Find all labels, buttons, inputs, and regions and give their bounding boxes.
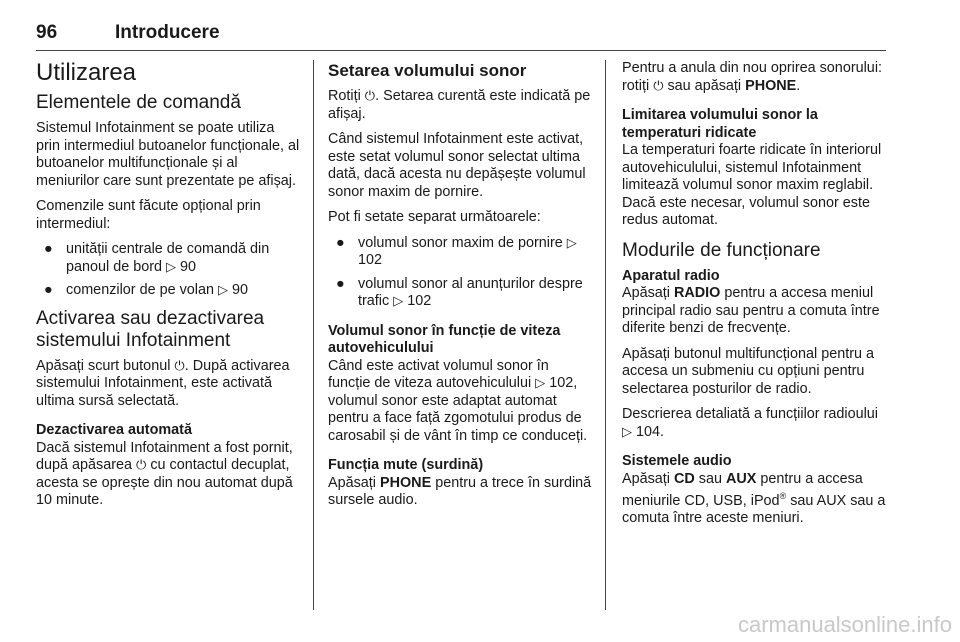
phone-key-label: PHONE: [380, 474, 432, 491]
bullet-icon: ●: [336, 275, 345, 292]
list-item: ● comenzilor de pe volan ▷ 90: [44, 282, 249, 298]
column-divider-2: [605, 60, 606, 610]
page-ref-icon: ▷: [535, 376, 546, 391]
multifunction-paragraph: Apăsați butonul multifuncțional pentru a accesa un submeniu cu opțiuni pentru selectarea posturilor de radio.: [622, 345, 874, 397]
cd-key-label: CD: [674, 470, 695, 487]
page-reference[interactable]: 102: [358, 252, 383, 268]
column-1: [36, 60, 300, 518]
aux-key-label: AUX: [726, 470, 757, 487]
power-knob-icon: ⏻: [364, 89, 376, 104]
audio-systems-heading: Sistemele audio: [622, 453, 732, 469]
list-item: ● volumul sonor al anunțurilor despre trafic ▷ 102: [336, 275, 583, 309]
page-reference[interactable]: 102: [407, 293, 432, 309]
controls-heading: Elementele de comandă: [36, 92, 241, 113]
page-number: 96: [36, 22, 58, 43]
radio-heading: Aparatul radio: [622, 267, 720, 284]
bullet-icon: ●: [44, 241, 53, 257]
chapter-title: Introducere: [115, 22, 220, 43]
column-2: [328, 60, 592, 518]
page-ref-icon: ▷: [622, 424, 632, 440]
page-header: [36, 22, 886, 50]
modes-heading: Modurile de funcționare: [622, 239, 821, 261]
column-3: [622, 60, 886, 536]
power-knob-icon: ⏻: [653, 78, 664, 94]
controls-paragraph: Sistemul Infotainment se poate utiliza prin intermediul butoanelor funcționale, al butoanelor multifuncționale și al meniurilor care sunt prezentate pe afișaj.: [36, 120, 300, 189]
section-title: Utilizarea: [36, 59, 137, 86]
activation-paragraph: Apăsați scurt butonul ⏻. După activarea sistemului Infotainment, este activată ultima sursă selectată.: [36, 357, 290, 409]
radio-paragraph: Apăsați RADIO pentru a accesa meniul principal radio sau pentru a comuta între diferite benzi de frecvențe.: [622, 285, 880, 336]
page-ref-icon: ▷: [566, 235, 577, 251]
page-reference[interactable]: 102: [549, 375, 574, 391]
startup-volume-paragraph: Când sistemul Infotainment este activat, este setat volumul sonor selectat ultima dată, dacă acesta nu depășește volumul sonor maxim de pornire.: [328, 131, 586, 200]
auto-off-heading: Dezactivarea automată: [36, 422, 192, 438]
bullet-icon: ●: [336, 234, 345, 251]
unmute-paragraph: Pentru a anula din nou oprirea sonorului: rotiți ⏻ sau apăsați PHONE.: [622, 60, 883, 94]
volume-settings-list: [328, 235, 592, 311]
mute-paragraph: Apăsați PHONE pentru a trece în surdină sursele audio.: [328, 474, 592, 508]
page-reference[interactable]: 90: [232, 282, 249, 298]
temp-limit-heading: Limitarea volumului sonor la temperaturi ridicate: [622, 107, 818, 141]
page-reference[interactable]: 104: [636, 423, 661, 440]
page-ref-icon: ▷: [393, 294, 404, 309]
controls-list: [36, 241, 300, 300]
radio-key-label: RADIO: [674, 285, 721, 301]
separate-settings-intro: Pot fi setate separat următoarele:: [328, 209, 541, 225]
power-knob-icon: ⏻: [136, 458, 147, 473]
mute-heading: Funcția mute (surdină): [328, 457, 484, 473]
header-divider: [36, 50, 886, 51]
list-item: ● volumul sonor maxim de pornire ▷ 102: [336, 234, 577, 268]
speed-volume-paragraph: Când este activat volumul sonor în funcție de viteza autovehiculului ▷ 102, volumul sonor este adaptat automat pentru a face față zgomotului produs de carosabil și de vânt în timp ce conduceți.: [328, 357, 588, 444]
column-divider-1: [313, 60, 314, 610]
volume-paragraph: Rotiți ⏻. Setarea curentă este indicată pe afișaj.: [328, 88, 591, 122]
phone-key-label: PHONE: [745, 77, 797, 94]
controls-options-intro: Comenzile sunt făcute opțional prin intermediul:: [36, 198, 261, 232]
page-reference[interactable]: 90: [180, 258, 197, 275]
audio-systems-paragraph: Apăsați CD sau AUX pentru a accesa meniurile CD, USB, iPod® sau AUX sau a comuta între aceste meniuri.: [622, 470, 886, 527]
temp-limit-paragraph: La temperaturi foarte ridicate în interiorul autovehiculului, sistemul Infotainment limitează volumul sonor maxim reglabil. Dacă este necesar, volumul sonor este redus automat.: [622, 142, 882, 228]
volume-heading: Setarea volumului sonor: [328, 61, 527, 80]
bullet-icon: ●: [44, 282, 53, 298]
power-knob-icon: ⏻: [174, 358, 185, 374]
watermark: carmanualsonline.info: [737, 612, 952, 637]
list-item: ● unității centrale de comandă din panoul de bord ▷ 90: [44, 241, 270, 275]
radio-detail-paragraph: Descrierea detaliată a funcțiilor radioului ▷ 104.: [622, 406, 878, 440]
page-ref-icon: ▷: [166, 259, 177, 275]
page-ref-icon: ▷: [218, 283, 228, 298]
registered-mark: ®: [779, 491, 787, 501]
auto-off-paragraph: Dacă sistemul Infotainment a fost pornit, după apăsarea ⏻ cu contactul decuplat, acesta se oprește din nou automat după 10 minute.: [36, 439, 293, 508]
activation-heading: Activarea sau dezactivarea sistemului Infotainment: [36, 307, 265, 351]
speed-volume-heading: Volumul sonor în funcție de viteza autovehiculului: [328, 322, 561, 356]
